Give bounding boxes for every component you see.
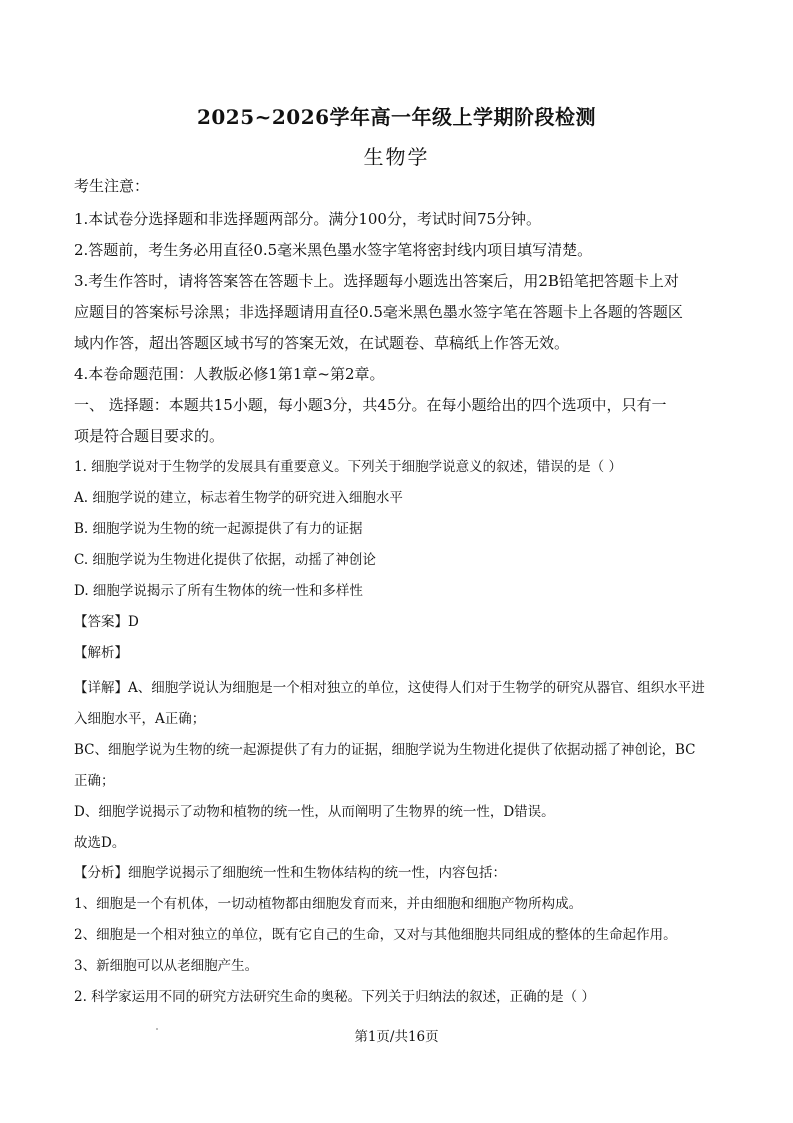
exam-title: 2025~2026学年高一年级上学期阶段检测 (196, 105, 597, 129)
question-1-detail-line-2: 入细胞水平，A正确； (74, 711, 206, 727)
question-1-detail-line-5: D、细胞学说揭示了动物和植物的统一性，从而阐明了生物界的统一性，D错误。 (74, 804, 555, 820)
question-1-fenxi-line-1: 【分析】细胞学说揭示了细胞统一性和生物体结构的统一性，内容包括： (74, 865, 506, 881)
notice-item-3-line-3: 域内作答，超出答题区域书写的答案无效，在试题卷、草稿纸上作答无效。 (74, 334, 570, 352)
question-1-analysis-tag: 【解析】 (74, 645, 128, 661)
question-1-option-a: A. 细胞学说的建立，标志着生物学的研究进入细胞水平 (74, 490, 403, 506)
notice-heading: 考生注意： (74, 177, 150, 195)
question-1-option-b: B. 细胞学说为生物的统一起源提供了有力的证据 (74, 521, 363, 537)
question-1-stem: 1. 细胞学说对于生物学的发展具有重要意义。下列关于细胞学说意义的叙述，错误的是（ ） (74, 459, 622, 475)
question-1-fenxi-line-2: 1、细胞是一个有机体，一切动植物都由细胞发育而来，并由细胞和细胞产物所构成。 (74, 896, 583, 912)
section-1-line-2: 项是符合题目要求的。 (74, 427, 225, 445)
question-1-fenxi-line-3: 2、细胞是一个相对独立的单位，既有它自己的生命，又对与其他细胞共同组成的整体的生命起作用。 (74, 927, 677, 943)
question-2-stem: 2. 科学家运用不同的研究方法研究生命的奥秘。下列关于归纳法的叙述，正确的是（ ） (74, 989, 595, 1005)
notice-item-3-line-2: 应题目的答案标号涂黑；非选择题请用直径0.5毫米黑色墨水签字笔在答题卡上各题的答题区 (74, 303, 683, 321)
notice-item-4: 4.本卷命题范围：人教版必修1第1章~第2章。 (74, 365, 385, 383)
notice-item-2: 2.答题前，考生务必用直径0.5毫米黑色墨水签字笔将密封线内项目填写清楚。 (74, 241, 593, 259)
question-1-option-d: D. 细胞学说揭示了所有生物体的统一性和多样性 (74, 583, 363, 599)
notice-item-1: 1.本试卷分选择题和非选择题两部分。满分100分，考试时间75分钟。 (74, 210, 542, 228)
question-1-option-c: C. 细胞学说为生物进化提供了依据，动摇了神创论 (74, 552, 376, 568)
notice-item-3-line-1: 3.考生作答时，请将答案答在答题卡上。选择题每小题选出答案后，用2B铅笔把答题卡上对 (74, 272, 679, 290)
section-1-line-1: 一、 选择题：本题共15小题，每小题3分，共45分。在每小题给出的四个选项中，只有一 (74, 396, 667, 414)
question-1-answer: 【答案】D (74, 614, 139, 630)
question-1-detail-line-4: 正确； (74, 773, 115, 789)
question-1-detail-line-1: 【详解】A、细胞学说认为细胞是一个相对独立的单位，这使得人们对于生物学的研究从器官、组织水平进 (74, 680, 705, 696)
question-1-detail-line-3: BC、细胞学说为生物的统一起源提供了有力的证据，细胞学说为生物进化提供了依据动摇了神创论，BC (74, 742, 696, 758)
page-number: 第1页/共16页 (354, 1029, 439, 1045)
subject-title: 生物学 (363, 145, 430, 169)
question-1-fenxi-line-4: 3、新细胞可以从老细胞产生。 (74, 958, 259, 974)
question-1-detail-line-6: 故选D。 (74, 835, 126, 851)
